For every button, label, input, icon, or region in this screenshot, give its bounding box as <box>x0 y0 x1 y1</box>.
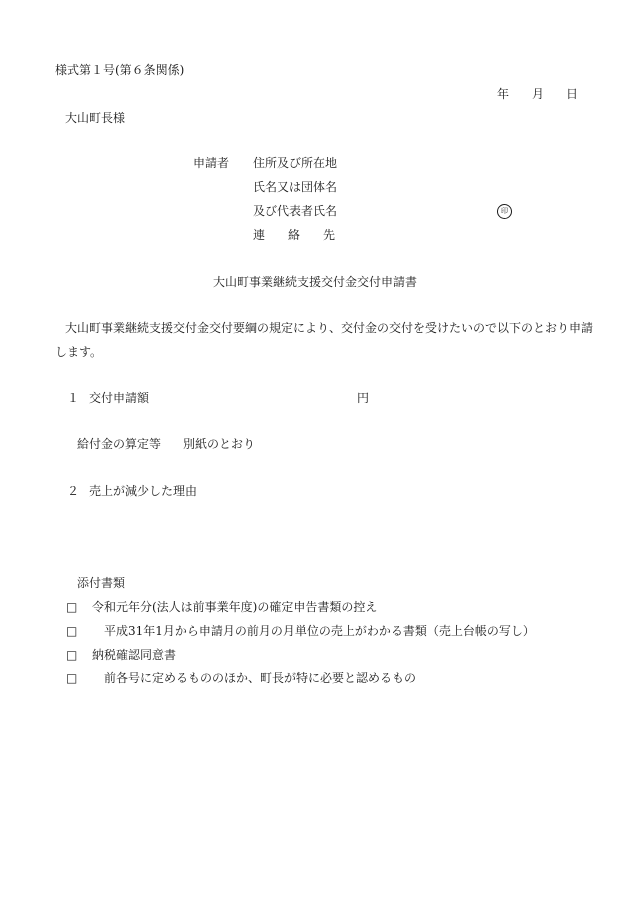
attachment-row-4[interactable] <box>66 672 416 684</box>
contact-char-2: 絡 <box>287 228 300 242</box>
checkbox-icon[interactable]: □ <box>66 624 78 638</box>
item-1-unit: 円 <box>357 391 370 405</box>
checkbox-icon[interactable]: □ <box>66 671 78 685</box>
seal-mark: 印 <box>497 204 512 219</box>
attachment-row-3[interactable] <box>66 649 176 661</box>
item-2-number: ２ <box>67 484 80 498</box>
form-number: 様式第１号(第６条関係) <box>55 63 185 77</box>
attachment-label-4: 前各号に定めるもののほか、町長が特に必要と認めるもの <box>92 671 417 685</box>
applicant-contact-field <box>253 229 335 241</box>
contact-char-3: 先 <box>322 228 335 242</box>
body-text-line-2: します。 <box>55 345 103 359</box>
applicant-address-field: 住所及び所在地 <box>253 156 338 170</box>
item-1-label: 交付申請額 <box>89 391 150 405</box>
attachment-row-1[interactable] <box>66 601 377 613</box>
calculation-value: 別紙のとおり <box>183 437 256 451</box>
document-title: 大山町事業継続支援交付金交付申請書 <box>212 275 417 289</box>
applicant-name-field: 氏名又は団体名 <box>253 180 338 194</box>
item-2-label: 売上が減少した理由 <box>89 484 198 498</box>
attachment-label-1: 令和元年分(法人は前事業年度)の確定申告書類の控え <box>92 600 378 614</box>
applicant-label: 申請者 <box>193 156 230 170</box>
addressee: 大山町長様 <box>65 111 126 125</box>
attachments-title: 添付書類 <box>77 576 126 590</box>
date-month-label: 月 <box>532 87 545 101</box>
applicant-representative-field: 及び代表者氏名 <box>253 204 338 218</box>
attachment-row-2[interactable] <box>66 625 535 637</box>
date-day-label: 日 <box>566 87 579 101</box>
calculation-label: 給付金の算定等 <box>77 437 162 451</box>
contact-char-1: 連 <box>253 228 266 242</box>
checkbox-icon[interactable]: □ <box>66 648 78 662</box>
attachment-label-2: 平成31年1月から申請月の前月の月単位の売上がわかる書類（売上台帳の写し） <box>92 624 535 638</box>
item-1-number: １ <box>67 391 80 405</box>
checkbox-icon[interactable]: □ <box>66 600 78 614</box>
body-text-line-1: 大山町事業継続支援交付金交付要綱の規定により、交付金の交付を受けたいので以下のとおり申請 <box>65 321 594 335</box>
date-year-label: 年 <box>497 87 510 101</box>
attachment-label-3: 納税確認同意書 <box>92 648 177 662</box>
